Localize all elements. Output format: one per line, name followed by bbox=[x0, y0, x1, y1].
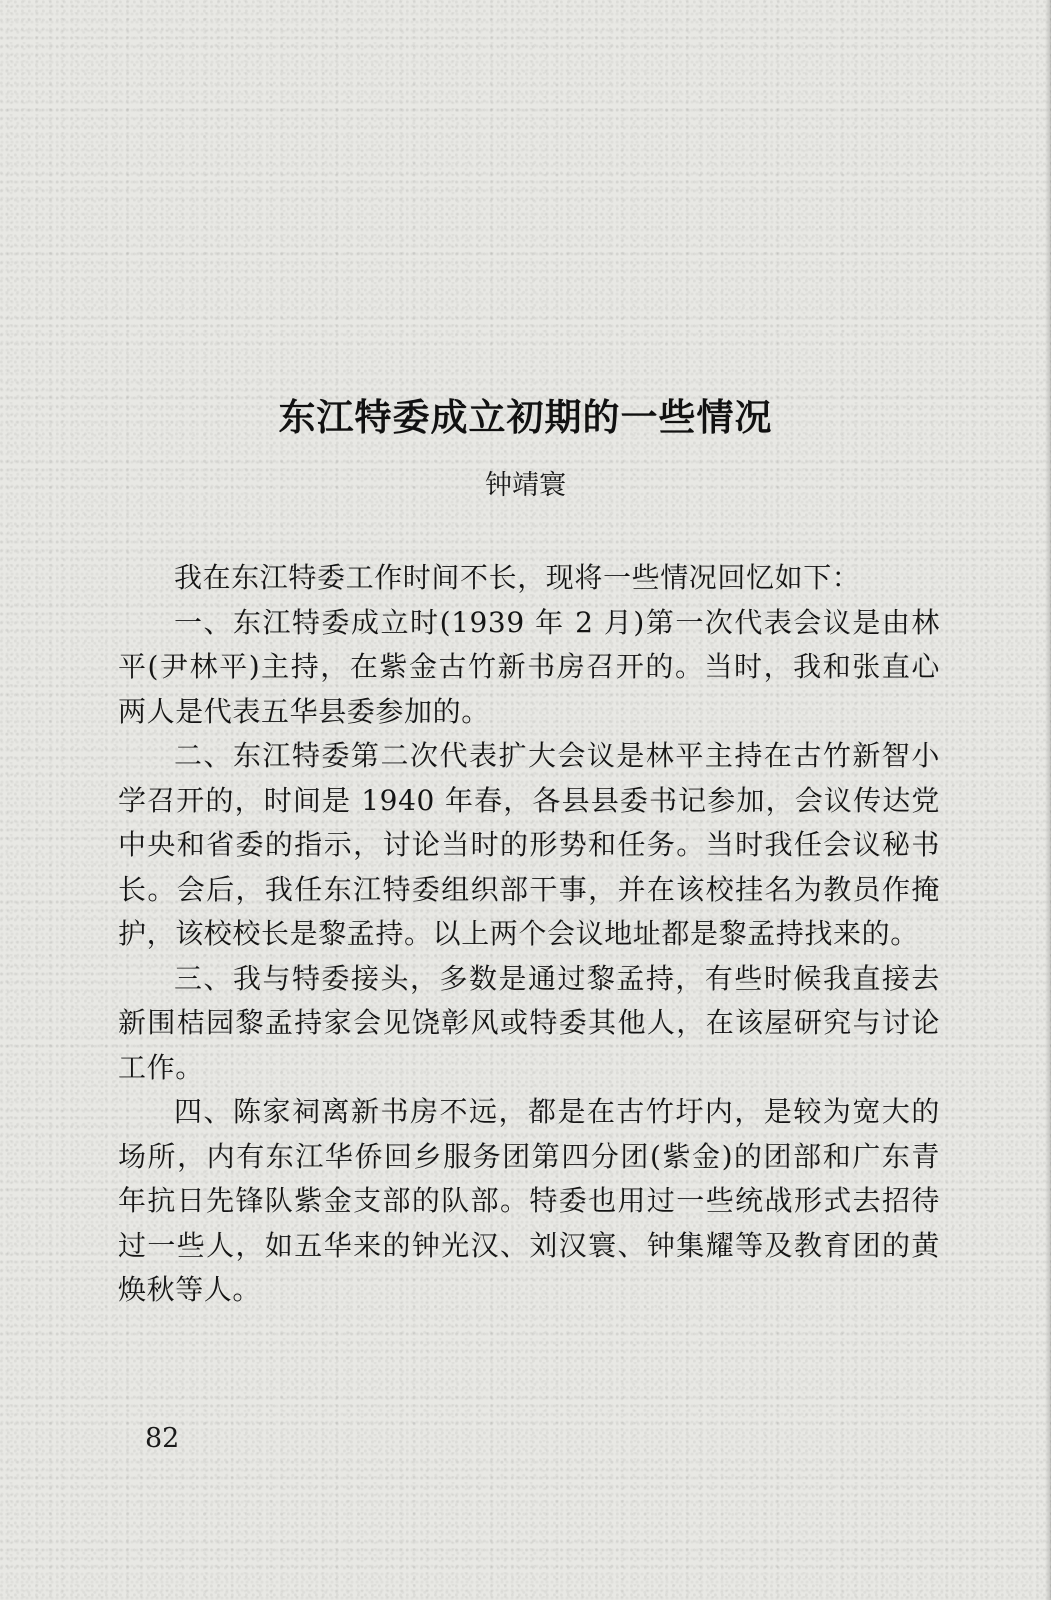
page-edge-shadow bbox=[1045, 0, 1051, 1600]
paragraph-4: 四、陈家祠离新书房不远，都是在古竹圩内，是较为宽大的场所，内有东江华侨回乡服务团第四分团(紫金)的团部和广东青年抗日先锋队紫金支部的队部。特委也用过一些统战形式去招待过一些人，如五华来的钟光汉、刘汉寰、钟集耀等及教育团的黄焕秋等人。 bbox=[118, 1095, 940, 1306]
article-author: 钟靖寰 bbox=[485, 470, 566, 501]
article-body bbox=[118, 556, 940, 1313]
page-number: 82 bbox=[145, 1423, 180, 1454]
paragraph-1: 一、东江特委成立时(1939 年 2 月)第一次代表会议是由林平(尹林平)主持，在紫金古竹新书房召开的。当时，我和张直心两人是代表五华县委参加的。 bbox=[118, 605, 940, 728]
paragraph-3: 三、我与特委接头，多数是通过黎孟持，有些时候我直接去新围桔园黎孟持家会见饶彰风或特委其他人，在该屋研究与讨论工作。 bbox=[118, 961, 940, 1084]
paragraph-intro: 我在东江特委工作时间不长，现将一些情况回忆如下： bbox=[174, 561, 861, 594]
article-title: 东江特委成立初期的一些情况 bbox=[278, 396, 773, 439]
paragraph-2: 二、东江特委第二次代表扩大会议是林平主持在古竹新智小学召开的，时间是 1940 年春，各县县委书记参加，会议传达党中央和省委的指示，讨论当时的形势和任务。当时我任会议秘书长。会后，我任东江特委组织部干事，并在该校挂名为教员作掩护，该校校长是黎孟持。以上两个会议地址都是黎孟持找来的。 bbox=[118, 739, 940, 950]
